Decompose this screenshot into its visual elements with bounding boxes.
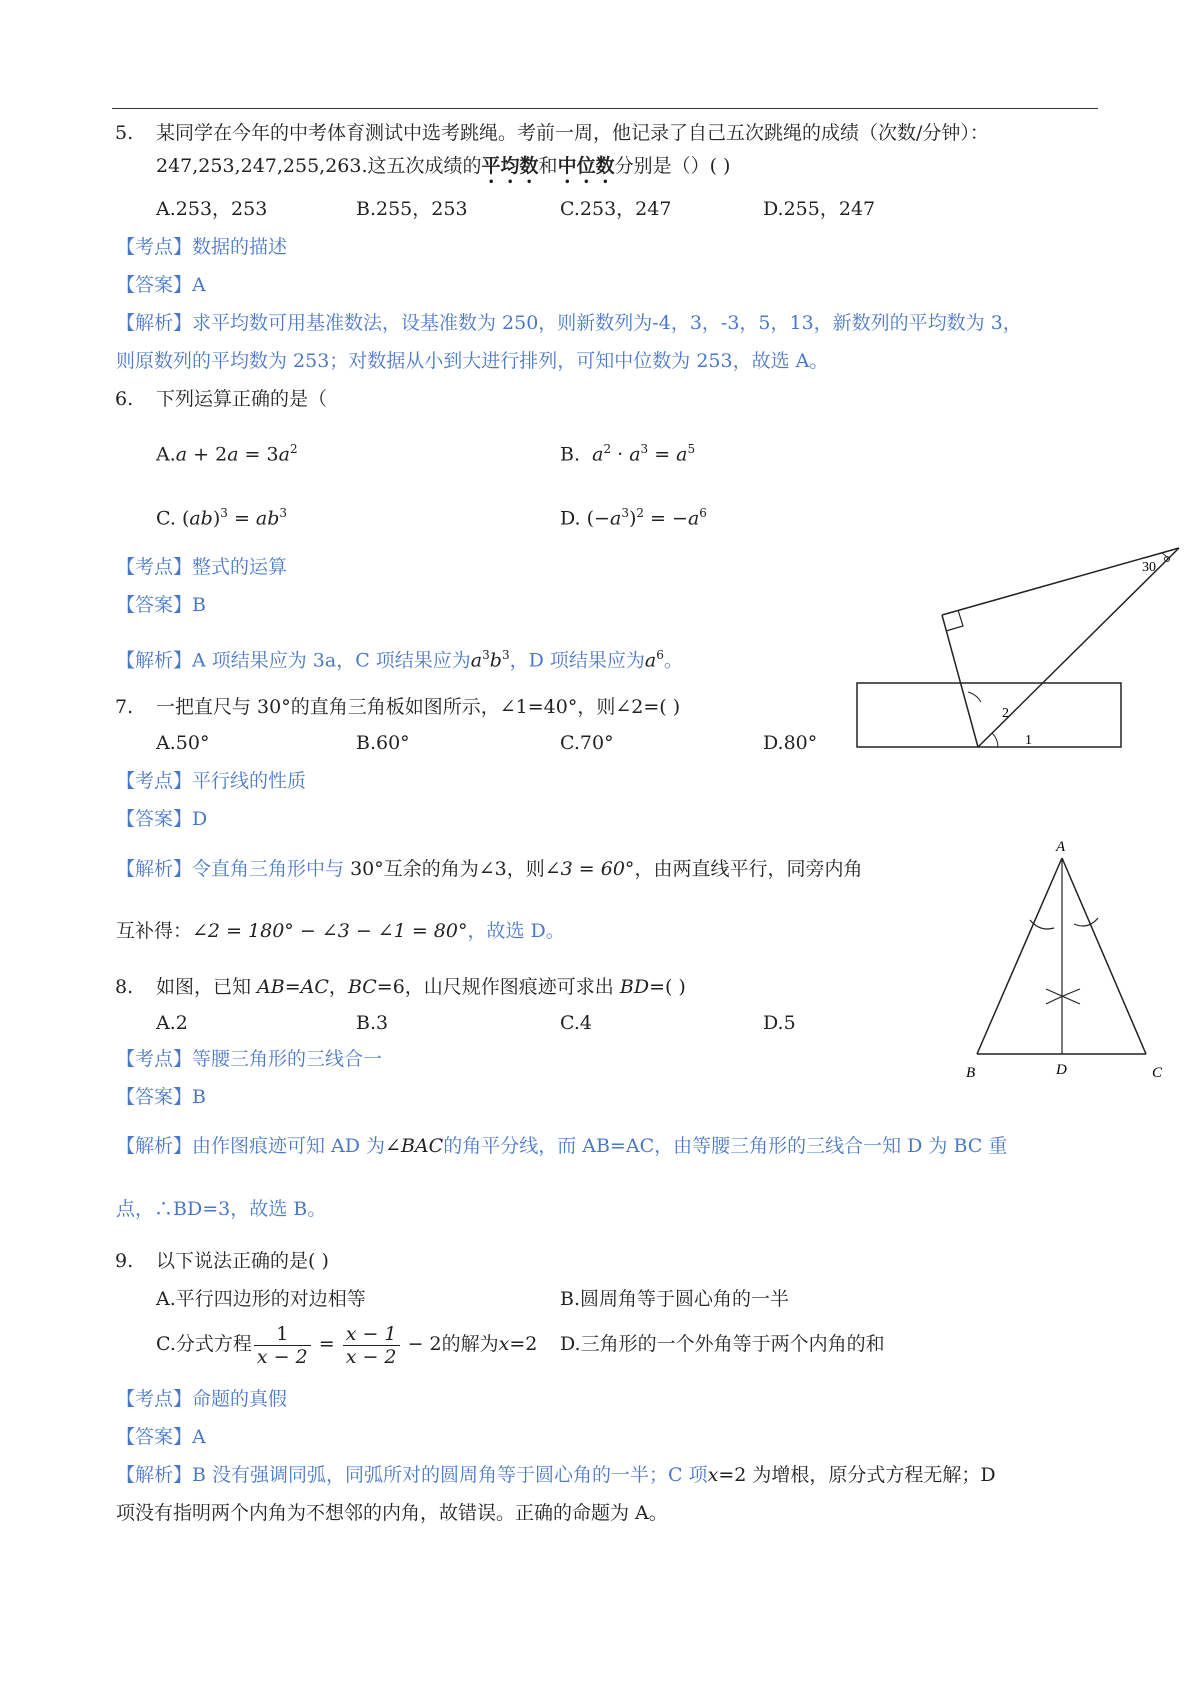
q7-stem: 一把直尺与 30°的直角三角板如图所示，∠1=40°，则∠2=( ) — [156, 696, 681, 718]
q5-analysis-line2: 则原数列的平均数为 253；对数据从小到大进行排列，可知中位数为 253，故选 A。 — [116, 350, 829, 372]
q7-ruler-triangle-figure — [850, 540, 1190, 760]
q8-option-a: A.2 — [156, 1012, 188, 1034]
q8-answer: 【答案】B — [116, 1086, 206, 1108]
q8-kaodian: 【考点】等腰三角形的三线合一 — [116, 1048, 383, 1070]
q5-emphasis-median: 中位数 — [557, 155, 615, 177]
q6-answer: 【答案】B — [116, 594, 206, 616]
q8-option-c: C.4 — [560, 1012, 592, 1034]
label-angle-1: 1 — [1025, 733, 1032, 748]
q7-answer: 【答案】D — [116, 808, 208, 830]
q6-stem: 下列运算正确的是（ — [156, 388, 328, 410]
label-angle-2: 2 — [1002, 706, 1009, 721]
label-a: A — [1056, 839, 1066, 855]
q5-option-c: C.253，247 — [560, 198, 672, 220]
side-ab — [977, 858, 1062, 1054]
label-c: C — [1152, 1065, 1163, 1081]
q8-analysis-line2: 点，∴BD=3，故选 B。 — [116, 1198, 327, 1220]
q6-kaodian: 【考点】整式的运算 — [116, 556, 288, 578]
q6-option-c: C. $(ab)^3 = ab^3$ — [156, 506, 288, 530]
q7-kaodian: 【考点】平行线的性质 — [116, 770, 307, 792]
q5-answer: 【答案】A — [116, 274, 206, 296]
q7-number: 7. — [115, 696, 134, 718]
q9-option-d: D.三角形的一个外角等于两个内角的和 — [560, 1333, 885, 1355]
label-30: 30 — [1142, 560, 1156, 575]
q7-option-c: C.70° — [560, 732, 614, 754]
triangle-long-leg — [942, 548, 1179, 615]
q9-answer: 【答案】A — [116, 1426, 206, 1448]
header-rule — [112, 108, 1098, 109]
q8-option-b: B.3 — [356, 1012, 389, 1034]
q5-option-a: A.253，253 — [156, 198, 268, 220]
q5-option-b: B.255，253 — [356, 198, 468, 220]
q5-analysis-line1: 【解析】求平均数可用基准数法，设基准数为 250，则新数列为-4，3，-3，5，13，新数列的平均数为 3， — [116, 312, 1022, 334]
q9-analysis-line2: 项没有指明两个内角为不想邻的内角，故错误。正确的命题为 A。 — [116, 1502, 668, 1524]
q7-option-a: A.50° — [156, 732, 210, 754]
fraction-1-over-x-minus-2: $\frac{1}{x - 2}$ — [254, 1323, 311, 1368]
q7-analysis-line1: 【解析】令直角三角形中与 30°互余的角为∠3，则∠3 = 60°，由两直线平行，同旁内角 — [116, 858, 863, 880]
q8-option-d: D.5 — [763, 1012, 796, 1034]
q9-option-c: C.分式方程 $\frac{1}{x - 2}$ = $\frac{x - 1}{x - 2}$ − 2的解为x=2 — [156, 1322, 538, 1368]
angle-arc-2 — [968, 692, 981, 702]
q9-kaodian: 【考点】命题的真假 — [116, 1388, 288, 1410]
q8-stem: 如图，已知 AB=AC，BC=6，山尺规作图痕迹可求出 BD=( ) — [156, 976, 686, 998]
q7-option-d: D.80° — [763, 732, 818, 754]
q5-stem-line2: 247,253,247,255,263.这五次成绩的平均数和中位数分别是（）( ) — [156, 155, 731, 177]
triangle-short-leg — [942, 615, 978, 747]
q6-number: 6. — [115, 388, 134, 410]
q8-analysis-line1: 【解析】由作图痕迹可知 AD 为∠BAC的角平分线，而 AB=AC，由等腰三角形的三线合一知 D 为 BC 重 — [116, 1135, 1008, 1157]
q5-number: 5. — [115, 122, 134, 144]
q5-option-d: D.255，247 — [763, 198, 876, 220]
label-b: B — [966, 1065, 976, 1081]
q6-option-a: $A.a + 2a = 3a^2$ — [156, 442, 298, 466]
q8-number: 8. — [115, 976, 134, 998]
angle-arc-1 — [992, 733, 998, 747]
side-ac — [1062, 858, 1146, 1054]
q9-option-a: A.平行四边形的对边相等 — [156, 1288, 366, 1310]
q9-stem: 以下说法正确的是( ) — [156, 1250, 329, 1272]
label-d: D — [1056, 1062, 1067, 1078]
q5-kaodian: 【考点】数据的描述 — [116, 236, 288, 258]
q9-analysis-line1: 【解析】B 没有强调同弧，同弧所对的圆周角等于圆心角的一半；C 项x=2 为增根，原分式方程无解；D — [116, 1464, 996, 1486]
construction-arc-right — [1074, 918, 1098, 926]
fraction-x-minus-1-over-x-minus-2: $\frac{x - 1}{x - 2}$ — [343, 1323, 400, 1368]
q9-option-b: B.圆周角等于圆心角的一半 — [560, 1288, 790, 1310]
q6-option-d: D. $(-a^3)^2 = -a^6$ — [560, 506, 707, 530]
q9-number: 9. — [115, 1250, 134, 1272]
q6-analysis: 【解析】A 项结果应为 3a，C 项结果应为$a^3b^3$，D 项结果应为$a^6$。 — [116, 648, 683, 672]
q7-option-b: B.60° — [356, 732, 410, 754]
ruler-rect — [857, 683, 1121, 747]
q6-option-b: B. $a^2 \cdot a^3 = a^5$ — [560, 442, 696, 466]
q7-analysis-line2: 互补得：∠2 = 180° − ∠3 − ∠1 = 80°，故选 D。 — [116, 920, 565, 942]
q8-isosceles-triangle-figure — [950, 836, 1180, 1086]
q5-stem-line1: 某同学在今年的中考体育测试中选考跳绳。考前一周，他记录了自己五次跳绳的成绩（次数/分钟）： — [156, 122, 989, 144]
q5-emphasis-mean: 平均数 — [481, 155, 539, 177]
